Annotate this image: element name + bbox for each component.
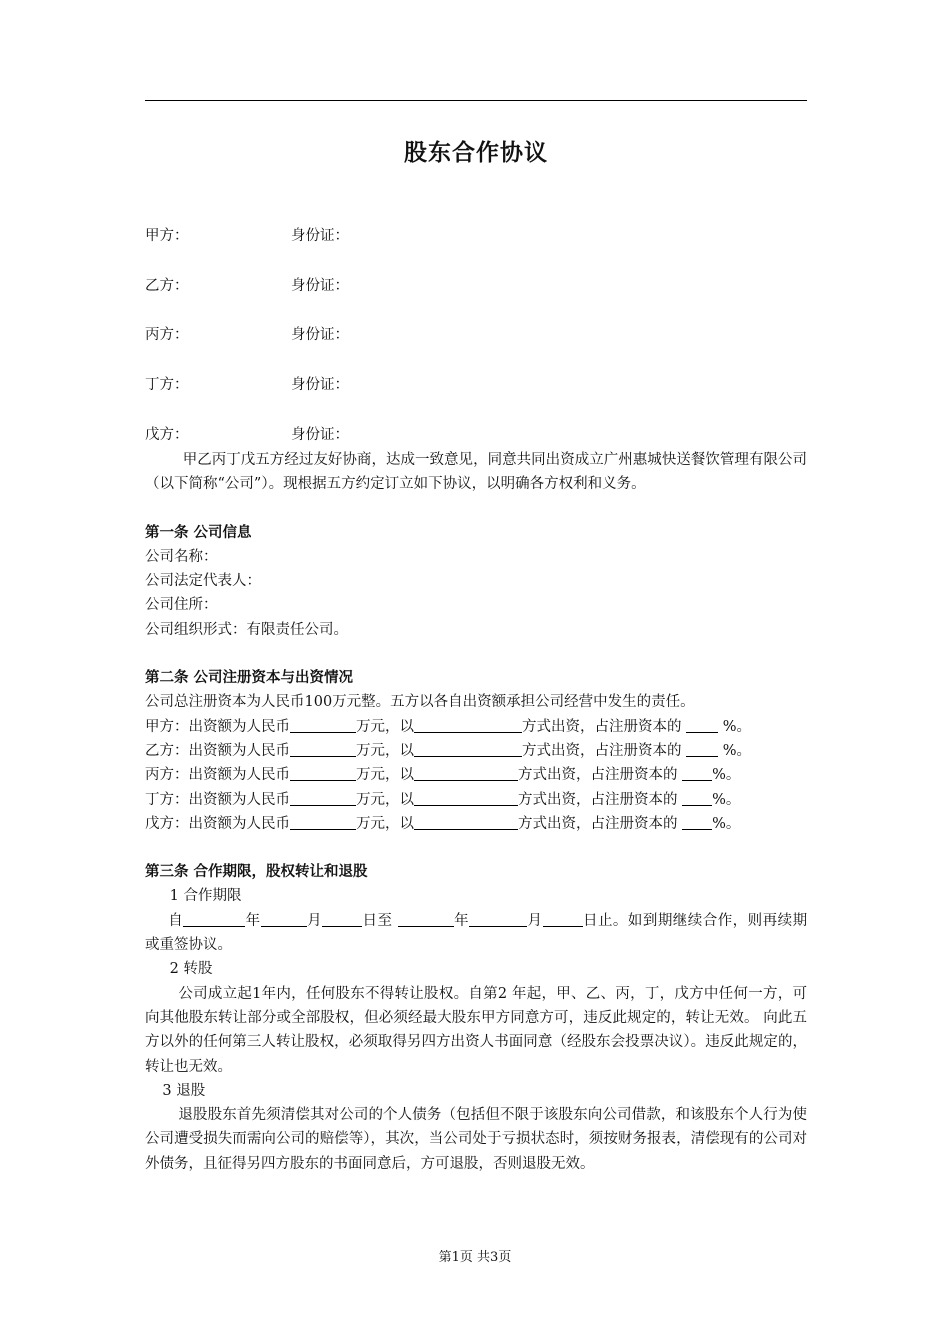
row-text: 出资额为人民币 [188, 767, 290, 784]
contribution-row [145, 763, 807, 787]
party-label: 丙方： [145, 327, 189, 343]
party-label: 戊方： [145, 427, 189, 443]
row-party: 丁方： [145, 791, 189, 808]
term-text: 日至 [362, 912, 393, 929]
row-text: 方式出资，占注册资本的 [522, 742, 682, 759]
contribution-row [145, 788, 807, 812]
row-text: 出资额为人民币 [188, 815, 290, 832]
party-label: 甲方： [145, 228, 189, 244]
id-label: 身份证： [291, 228, 349, 244]
row-text: 方式出资，占注册资本的 [518, 815, 678, 832]
term-text: 自 [168, 912, 184, 929]
percent-blank [682, 814, 712, 830]
year-blank [183, 911, 245, 927]
amount-blank [290, 741, 356, 757]
month-blank [261, 911, 307, 927]
row-text: %。 [712, 815, 741, 832]
amount-blank [290, 790, 356, 806]
row-text: 出资额为人民币 [188, 742, 290, 759]
row-text: %。 [722, 718, 751, 735]
page-footer: 第1页 共3页 [438, 1250, 512, 1265]
row-text: 出资额为人民币 [188, 718, 290, 735]
transfer-paragraph: 公司成立起1年内，任何股东不得转让股权。自第2 年起，甲、乙、丙，丁，戊方中任何一方，可向其他股东转让部分或全部股权，但必须经最大股东甲方同意方可，违反此规定的，转让无效。 向此五方以外的任何第三人转让股权，必须取得另四方出资人书面同意（经股东会投票决议）。违反此规定的，转让也无效。 [145, 985, 807, 1075]
row-party: 戊方： [145, 815, 189, 832]
row-text: 万元，以 [356, 742, 414, 759]
id-label: 身份证： [291, 377, 349, 393]
row-party: 乙方： [145, 742, 189, 759]
row-text: 方式出资，占注册资本的 [522, 718, 682, 735]
contribution-row [145, 715, 807, 739]
method-blank [414, 790, 518, 806]
percent-blank [682, 790, 712, 806]
contribution-row [145, 812, 807, 836]
document-body [145, 448, 807, 1176]
row-text: 出资额为人民币 [188, 791, 290, 808]
term-text: 月 [306, 912, 323, 929]
term-text: 年 [453, 912, 470, 929]
withdraw-paragraph: 退股股东首先须清偿其对公司的个人债务（包括但不限于该股东向公司借款，和该股东个人行为使公司遭受损失而需向公司的赔偿等），其次，当公司处于亏损状态时，须按财务报表，清偿现有的公司对外债务，且征得另四方股东的书面同意后，方可退股，否则退股无效。 [145, 1107, 807, 1172]
term-text: 年 [245, 912, 261, 929]
company-name-line: 公司名称： [145, 548, 218, 565]
percent-blank [686, 741, 718, 757]
article1-heading: 第一条 公司信息 [145, 523, 252, 541]
header-rule [145, 100, 807, 101]
amount-blank [290, 717, 356, 733]
term-subheading: 1 合作期限 [169, 888, 242, 905]
row-text: %。 [712, 791, 741, 808]
party-label: 乙方： [145, 278, 189, 294]
row-text: %。 [712, 767, 741, 784]
address-line: 公司住所： [145, 597, 218, 614]
month-blank [469, 911, 527, 927]
amount-blank [290, 765, 356, 781]
year-blank [398, 911, 454, 927]
id-label: 身份证： [291, 327, 349, 343]
id-label: 身份证： [291, 278, 349, 294]
amount-blank [290, 814, 356, 830]
row-text: 万元，以 [356, 767, 414, 784]
org-form-line: 公司组织形式：有限责任公司。 [145, 621, 348, 638]
percent-blank [682, 765, 712, 781]
party-label: 丁方： [145, 377, 189, 393]
document-title: 股东合作协议 [404, 139, 548, 166]
row-party: 丙方： [145, 767, 189, 784]
method-blank [414, 765, 518, 781]
capital-summary: 公司总注册资本为人民币100万元整。五方以各自出资额承担公司经营中发生的责任。 [145, 694, 695, 711]
article3-heading: 第三条 合作期限，股权转让和退股 [145, 863, 368, 881]
day-blank [543, 911, 583, 927]
row-text: 方式出资，占注册资本的 [518, 767, 678, 784]
term-paragraph [145, 909, 807, 958]
term-text: 月 [527, 912, 543, 929]
withdraw-subheading: 3 退股 [162, 1082, 206, 1099]
row-text: 方式出资，占注册资本的 [518, 791, 678, 808]
term-text: 日止。如到期继续合作，则再续期或重签协议。 [145, 912, 808, 954]
id-label: 身份证： [291, 427, 349, 443]
percent-blank [686, 717, 718, 733]
legal-rep-line: 公司法定代表人： [145, 573, 261, 590]
method-blank [414, 814, 518, 830]
row-text: 万元，以 [356, 718, 414, 735]
row-text: 万元，以 [356, 815, 414, 832]
method-blank [414, 717, 522, 733]
row-party: 甲方： [145, 718, 189, 735]
day-blank [322, 911, 362, 927]
row-text: %。 [722, 742, 751, 759]
intro-paragraph: 甲乙丙丁戊五方经过友好协商，达成一致意见，同意共同出资成立广州惠城快送餐饮管理有限公司（以下简称“公司”）。现根据五方约定订立如下协议，以明确各方权利和义务。 [145, 452, 807, 493]
row-text: 万元，以 [356, 791, 414, 808]
article2-heading: 第二条 公司注册资本与出资情况 [145, 669, 354, 687]
transfer-subheading: 2 转股 [169, 961, 213, 978]
method-blank [414, 741, 522, 757]
contribution-row [145, 739, 807, 763]
